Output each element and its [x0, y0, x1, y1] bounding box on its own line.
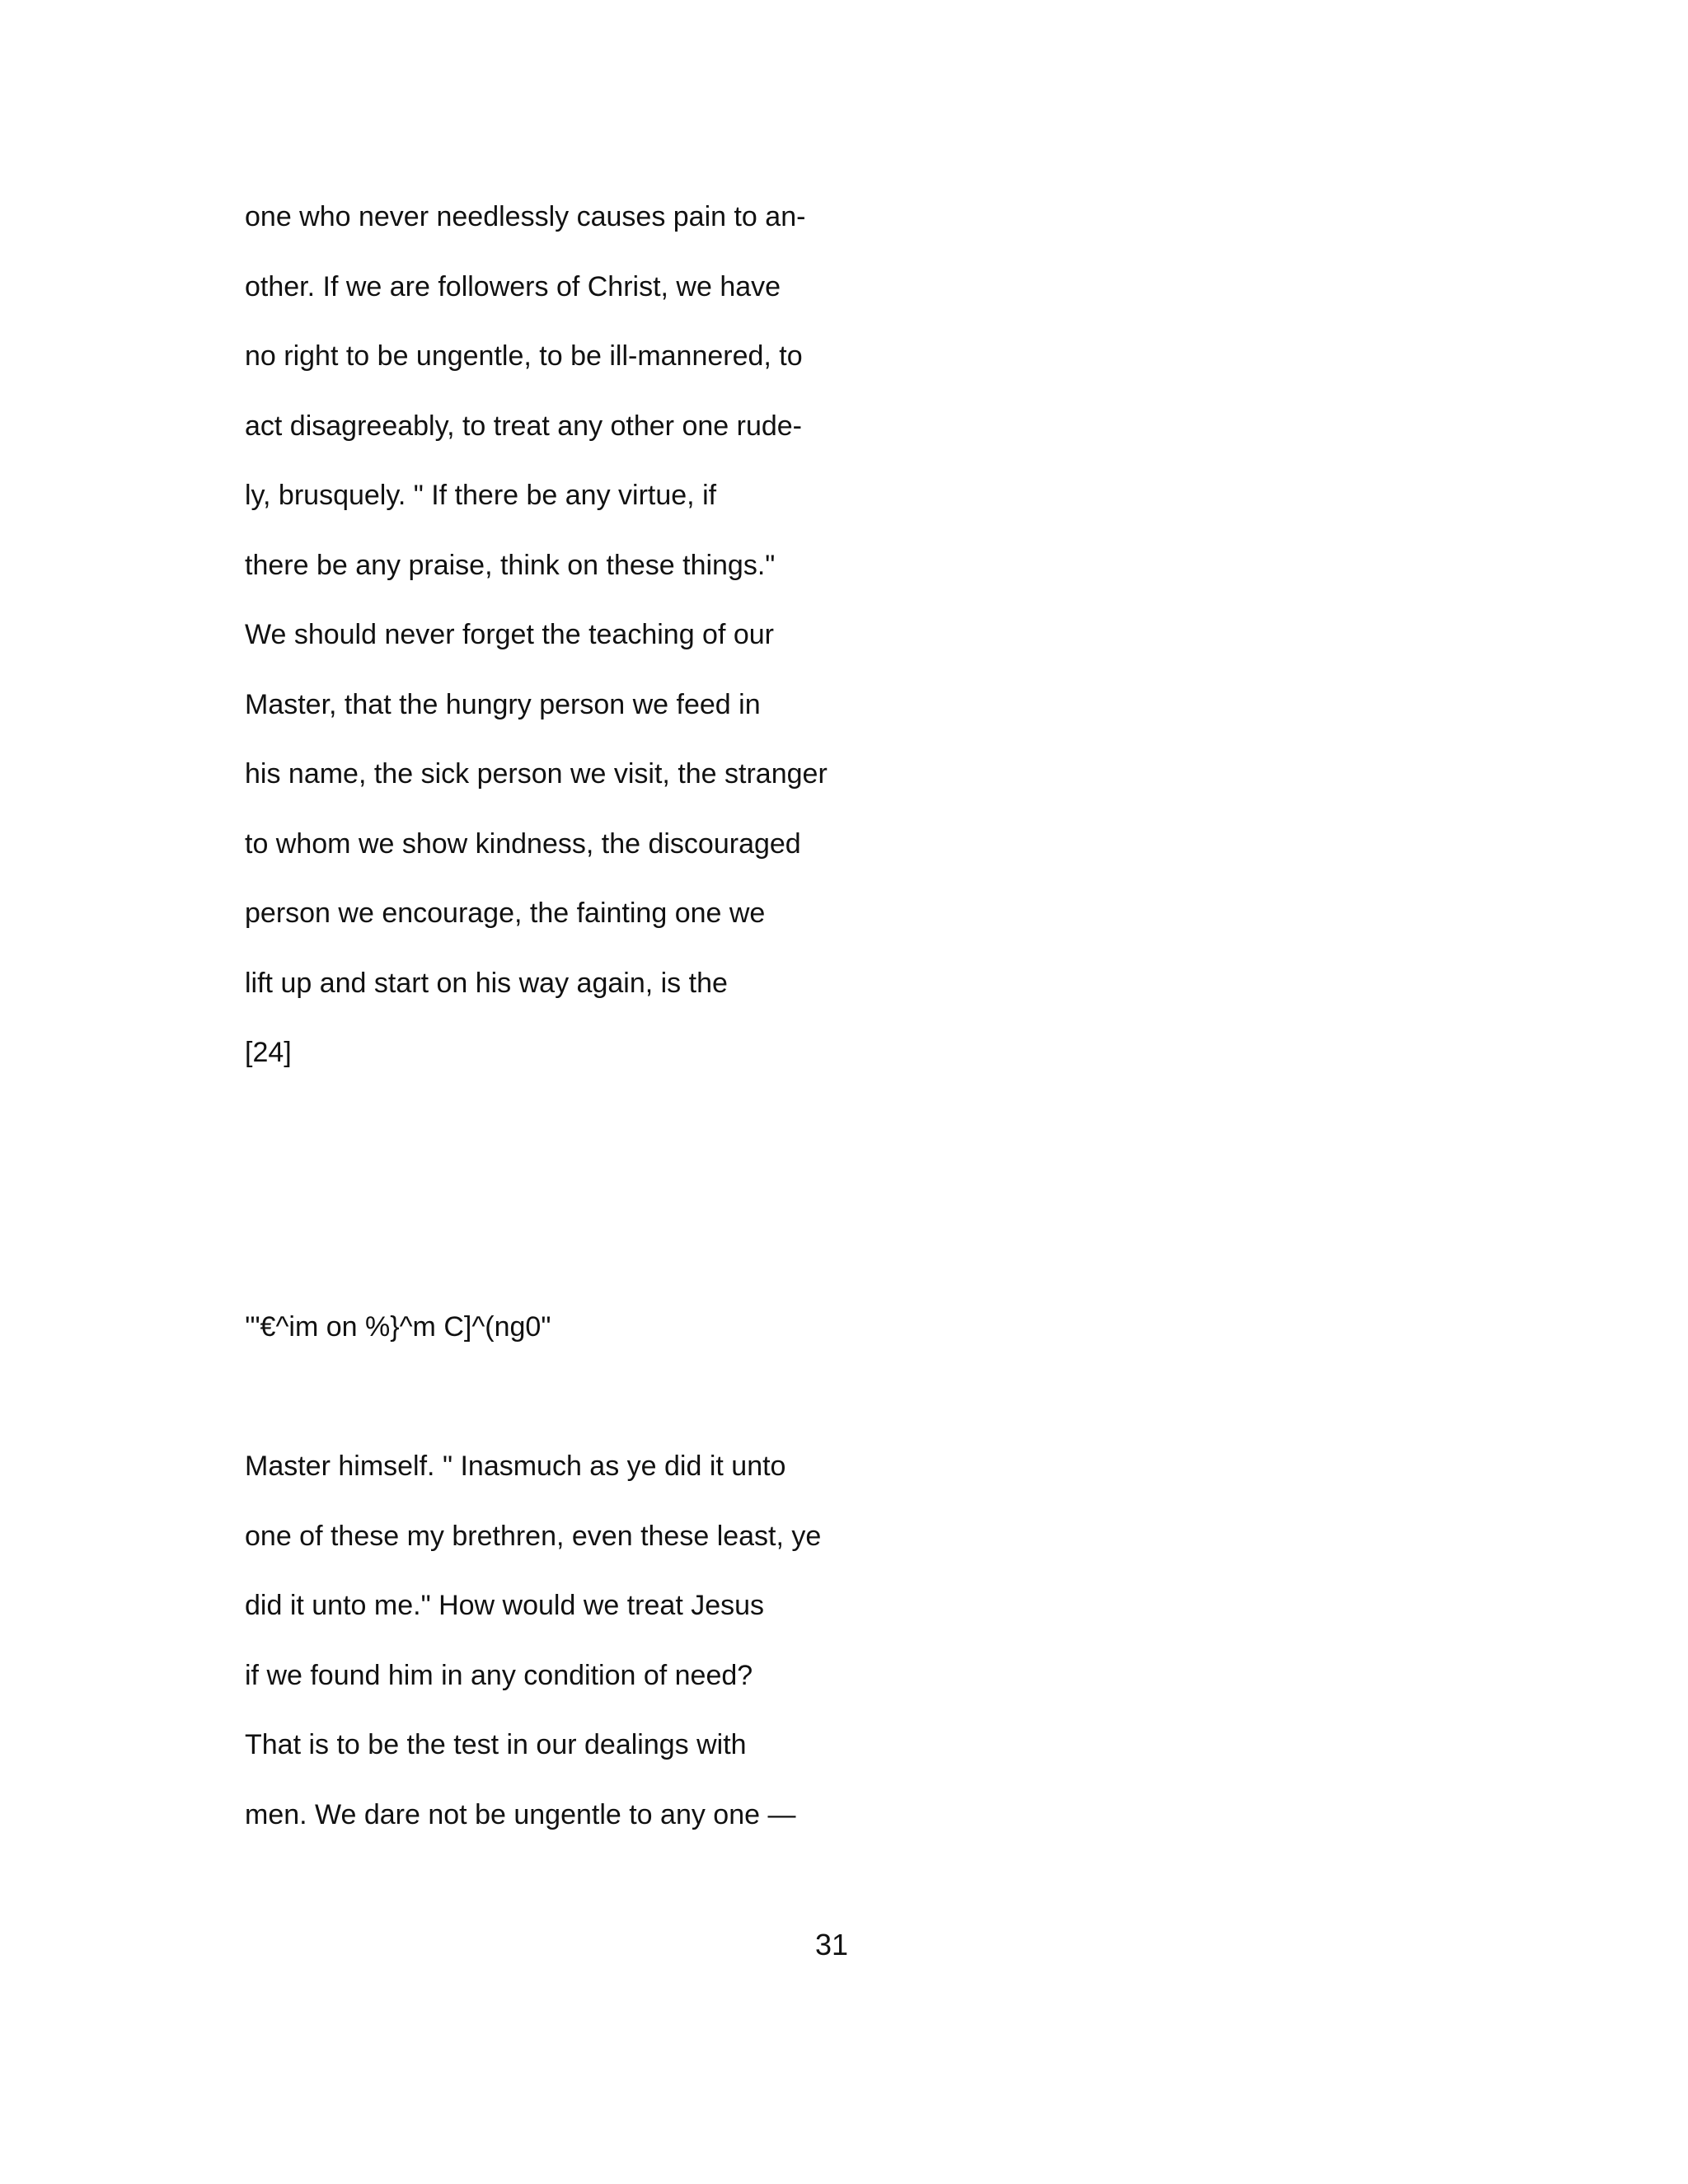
text-block-bottom — [245, 1432, 1234, 1849]
text-line: his name, the sick person we visit, the stranger — [245, 758, 828, 790]
text-line: to whom we show kindness, the discouraged — [245, 827, 801, 860]
text-block-top — [245, 182, 1234, 1088]
text-line: act disagreeably, to treat any other one rude- — [245, 410, 802, 442]
text-line: We should never forget the teaching of our — [245, 619, 774, 650]
running-head: '"€^im on %}^m C]^(ng0" — [245, 1311, 551, 1343]
text-line: one who never needlessly causes pain to an- — [245, 201, 806, 232]
text-line: Master himself. " Inasmuch as ye did it unto — [245, 1451, 786, 1482]
text-line: no right to be ungentle, to be ill-mannered, to — [245, 340, 803, 372]
text-line: ly, brusquely. " If there be any virtue, if — [245, 480, 717, 511]
text-line: That is to be the test in our dealings with — [245, 1729, 747, 1760]
text-line: Master, that the hungry person we feed in — [245, 688, 761, 720]
text-line: if we found him in any condition of need? — [245, 1659, 753, 1691]
page-marker: [24] — [245, 1037, 292, 1068]
text-line: person we encourage, the fainting one we — [245, 898, 766, 929]
text-line: other. If we are followers of Christ, we have — [245, 270, 781, 302]
text-line: there be any praise, think on these things." — [245, 549, 776, 581]
text-line: one of these my brethren, even these least, ye — [245, 1520, 822, 1552]
page-number: 31 — [814, 1928, 849, 1961]
text-line: lift up and start on his way again, is the — [245, 967, 728, 999]
text-line: did it unto me." How would we treat Jesus — [245, 1590, 765, 1621]
text-line: men. We dare not be ungentle to any one — — [245, 1798, 796, 1830]
